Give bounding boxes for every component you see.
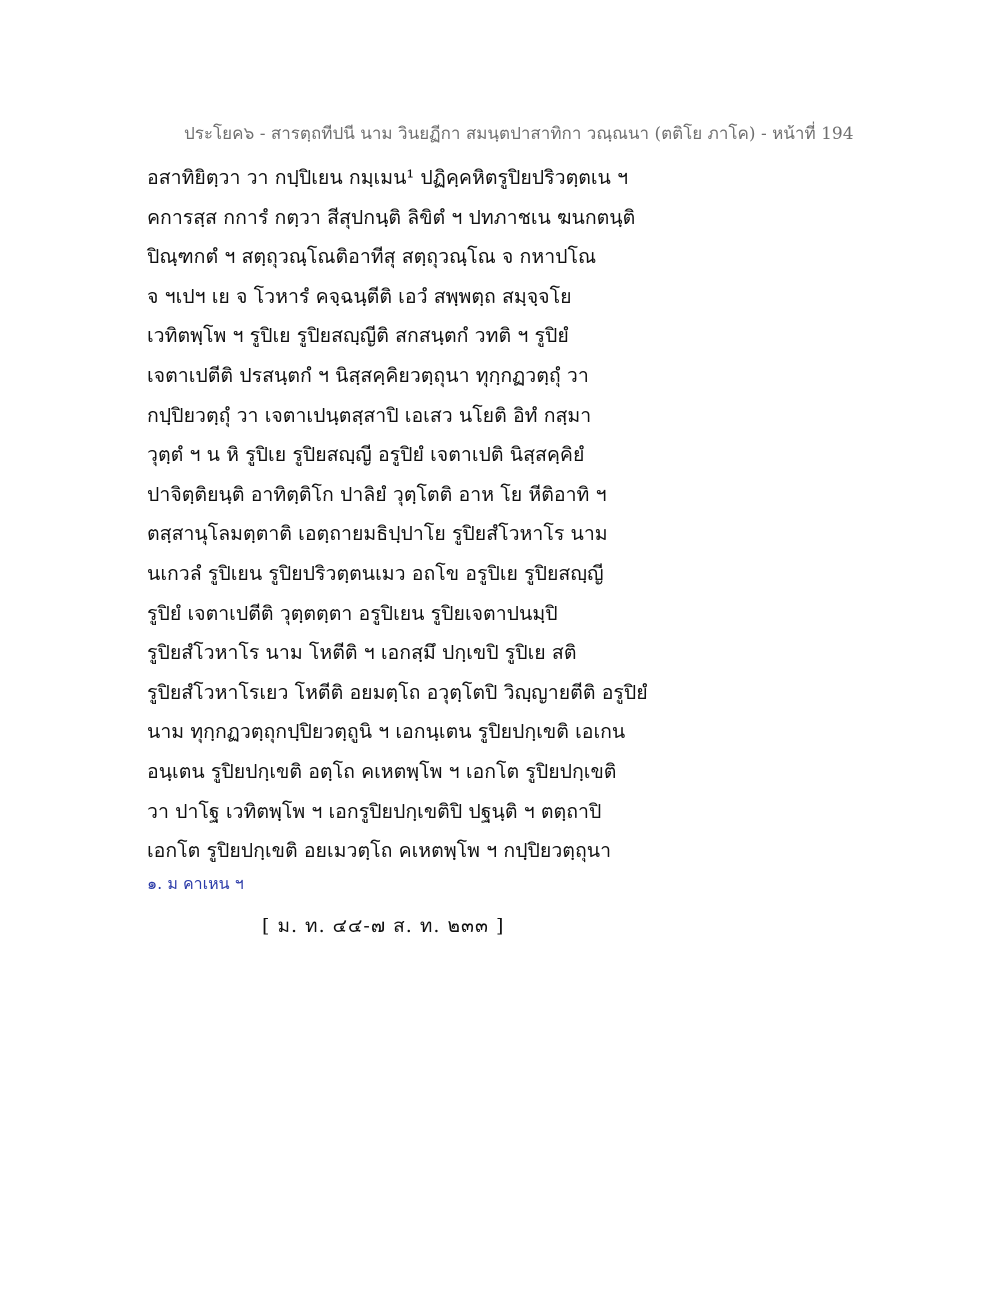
text-line: ตสฺสานุโลมตฺตาติ เอตฺถายมธิปฺปาโย รูปิยสํโวหาโร นาม xyxy=(147,522,608,546)
text-line: รูปิยสํโวหาโร นาม โหตีติ ฯ เอกสฺมึ ปกฺเขปิ รูปิเย สติ xyxy=(147,641,577,665)
text-line: รูปิยสํโวหาโรเยว โหตีติ อยมตฺโถ อวุตฺโตปิ วิญฺญายตีติ อรูปิยํ xyxy=(147,680,648,704)
text-line: ปิณฺฑกตํ ฯ สตฺถุวณฺโณติอาทีสุ สตฺถุวณฺโณ จ กหาปโณ xyxy=(147,245,597,269)
text-line: กปฺปิยวตฺถุํ วา เจตาเปนฺตสฺสาปิ เอเสว นโยติ อิทํ กสฺมา xyxy=(147,403,592,427)
text-line: นเกวลํ รูปิเยน รูปิยปริวตฺตนเมว อถโข อรูปิเย รูปิยสญฺญี xyxy=(147,561,604,585)
text-line: เวทิตพฺโพ ฯ รูปิเย รูปิยสญฺญีติ สกสนฺตกํ วทติ ฯ รูปิยํ xyxy=(147,324,569,348)
text-line: นาม ทุกฺกฏวตฺถุกปฺปิยวตฺถูนิ ฯ เอกนฺเตน รูปิยปกฺเขติ เอเกน xyxy=(147,720,626,744)
text-line: วา ปาโฐ เวทิตพฺโพ ฯ เอกรูปิยปกฺเขติปิ ปฐนฺติ ฯ ตตฺถาปิ xyxy=(147,799,602,823)
footnote: ๑. ม คาเหน ฯ xyxy=(147,874,244,893)
text-line: วุตฺตํ ฯ น หิ รูปิเย รูปิยสญฺญี อรูปิยํ เจตาเปติ นิสฺสคฺคิยํ xyxy=(147,443,585,467)
text-line: อนฺเตน รูปิยปกฺเขติ อตฺโถ คเหตพฺโพ ฯ เอกโต รูปิยปกฺเขติ xyxy=(147,759,617,783)
page-header: ประโยค๖ - สารตฺถทีปนี นาม วินยฏีกา สมนฺตปาสาทิกา วณฺณนา (ตติโย ภาโค) - หน้าที่ 194 xyxy=(184,124,854,144)
text-line: เอกโต รูปิยปกฺเขติ อยเมวตฺโถ คเหตพฺโพ ฯ กปฺปิยวตฺถุนา xyxy=(147,839,612,863)
text-line: เจตาเปตีติ ปรสนฺตกํ ฯ นิสฺสคฺคิยวตฺถุนา ทุกฺกฏวตฺถุํ วา xyxy=(147,363,589,387)
text-line: คการสฺส กการํ กตฺวา สีสุปกนฺติ ลิขิตํ ฯ ปทภาชเน ฆนกตนฺติ xyxy=(147,205,636,229)
text-line: รูปิยํ เจตาเปตีติ วุตฺตตฺตา อรูปิเยน รูปิยเจตาปนมฺปิ xyxy=(147,601,558,625)
reference-citation: [ ม. ท. ๔๔-๗ ส. ท. ๒๓๓ ] xyxy=(262,915,505,937)
text-line: จ ฯเปฯ เย จ โวหารํ คจฺฉนฺตีติ เอวํ สพฺพตฺถ สมฺจฺจโย xyxy=(147,284,572,308)
text-line: อสาทิยิตฺวา วา กปฺปิเยน กมฺเมน¹ ปฏิคฺคหิตรูปิยปริวตฺตเน ฯ xyxy=(147,166,629,189)
body-text xyxy=(147,158,707,871)
text-line: ปาจิตฺติยนฺติ อาทิตฺติโก ปาลิยํ วุตฺโตติ อาห โย หีติอาทิ ฯ xyxy=(147,482,607,506)
